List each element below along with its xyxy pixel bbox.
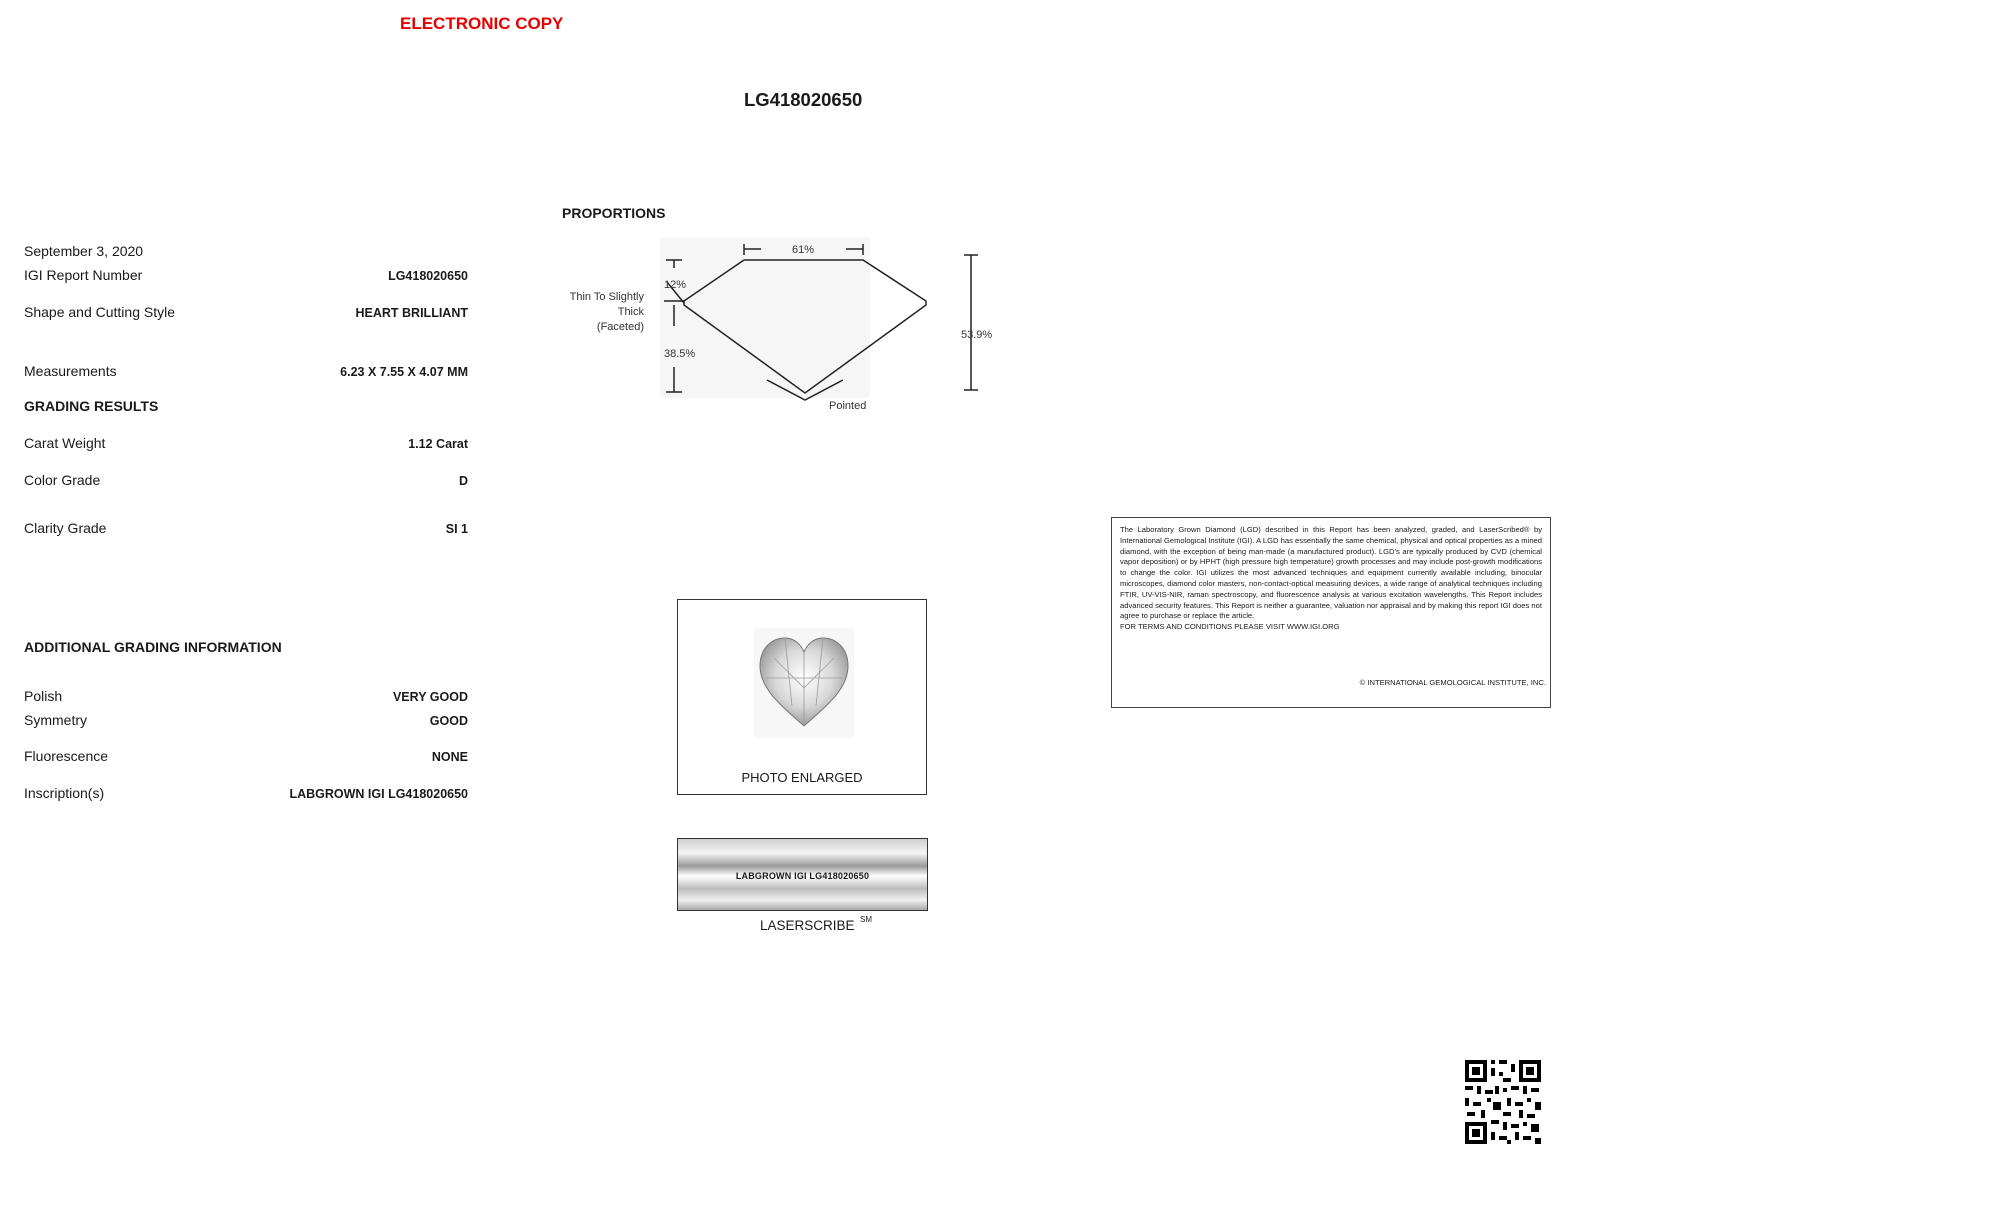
culet-label: Pointed	[829, 400, 867, 412]
shape-value: HEART BRILLIANT	[355, 306, 468, 320]
pavilion-percent: 38.5%	[664, 348, 696, 360]
girdle-line-3: (Faceted)	[596, 321, 644, 333]
measurements-label: Measurements	[24, 363, 117, 379]
proportions-diagram	[560, 230, 1000, 420]
report-number-value: LG418020650	[388, 269, 468, 283]
fluorescence-label: Fluorescence	[24, 748, 109, 764]
table-percent: 61%	[792, 244, 815, 256]
shape-label: Shape and Cutting Style	[24, 304, 175, 320]
girdle-line-1: Thin To Slightly	[569, 291, 644, 303]
heart-diamond-photo	[754, 628, 854, 738]
disclaimer-text: The Laboratory Grown Diamond (LGD) described in this Report has been analyzed, graded, and LaserScribed® by International Gemological Institute (IGI). A LGD has essentially the same chemical, physical and optical properties as a mined diamond, with the exception of being man-made (a manufactured product). LGD's are typically produced by CVD (chemical vapor deposition) or by HPHT (high pressure high temperature) growth processes and may include post-growth modifications to change the color. IGI utilizes the most advanced techniques and equipment currently available including, binocular microscopes, diamond color masters, non-contact-optical measuring devices, a wide range of analytical techniques including FTIR, UV-VIS-NIR, raman spectroscopy, and fluorescence analysis at various excitation wavelengths. This Report includes advanced security features. This Report is neither a guarantee, valuation nor appraisal and by making this report IGI does not agree to purchase or replace the article.	[1120, 525, 1542, 621]
report-number-label: IGI Report Number	[24, 267, 143, 283]
photo-caption: PHOTO ENLARGED	[741, 770, 863, 785]
report-title: LG418020650	[744, 89, 863, 110]
laserscribe-image	[677, 838, 928, 911]
laserscribe-inscription: LABGROWN IGI LG418020650	[735, 871, 870, 881]
laserscribe-service-mark: SM	[860, 915, 872, 924]
additional-grading-heading: ADDITIONAL GRADING INFORMATION	[24, 639, 282, 655]
laserscribe-caption: LASERSCRIBE	[760, 918, 855, 933]
inscription-value: LABGROWN IGI LG418020650	[289, 787, 468, 801]
color-grade-label: Color Grade	[24, 472, 101, 488]
proportions-heading: PROPORTIONS	[562, 205, 666, 221]
electronic-copy-label: ELECTRONIC COPY	[400, 14, 564, 33]
inscription-label: Inscription(s)	[24, 785, 105, 801]
depth-percent: 53.9%	[961, 329, 993, 341]
symmetry-label: Symmetry	[24, 712, 87, 728]
measurements-value: 6.23 X 7.55 X 4.07 MM	[340, 365, 468, 379]
clarity-grade-label: Clarity Grade	[24, 520, 107, 536]
polish-label: Polish	[24, 688, 63, 704]
girdle-line-2: Thick	[617, 306, 644, 318]
disclaimer-box	[1111, 517, 1551, 708]
diagram-background	[660, 238, 870, 398]
fluorescence-value: NONE	[431, 750, 468, 764]
crown-percent: 12%	[664, 279, 687, 291]
color-grade-value: D	[458, 474, 468, 488]
photo-box	[677, 599, 927, 795]
polish-value: VERY GOOD	[392, 690, 468, 704]
copyright-notice: © INTERNATIONAL GEMOLOGICAL INSTITUTE, INC.	[1359, 678, 1546, 687]
clarity-grade-value: SI 1	[445, 522, 468, 536]
qr-code-icon[interactable]	[1463, 1058, 1543, 1146]
grading-results-heading: GRADING RESULTS	[24, 398, 159, 414]
carat-weight-value: 1.12 Carat	[408, 437, 468, 451]
terms-link[interactable]: FOR TERMS AND CONDITIONS PLEASE VISIT WWW.IGI.ORG	[1120, 622, 1340, 632]
report-date: September 3, 2020	[24, 243, 144, 259]
symmetry-value: GOOD	[429, 714, 468, 728]
carat-weight-label: Carat Weight	[24, 435, 106, 451]
